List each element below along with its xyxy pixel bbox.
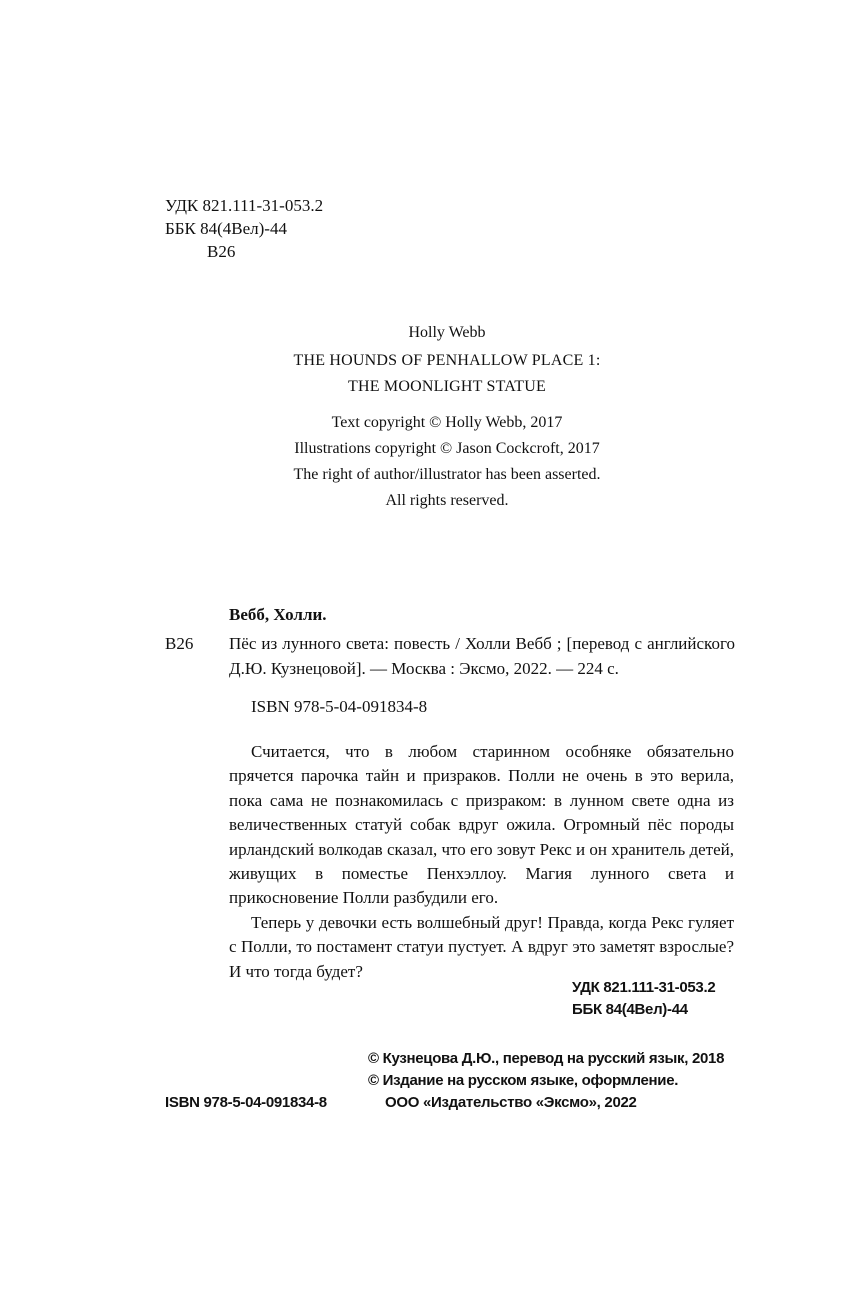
catalog-heading: Вебб, Холли. xyxy=(229,605,327,624)
copyright-line: Text copyright © Holly Webb, 2017 xyxy=(331,414,563,431)
footer-udk-code: УДК 821.111-31-053.2 xyxy=(572,979,716,996)
original-title-line-1: THE HOUNDS OF PENHALLOW PLACE 1: xyxy=(293,352,601,369)
edition-copyright: © Издание на русском языке, оформление. xyxy=(368,1072,679,1089)
udk-code: УДК 821.111-31-053.2 xyxy=(165,196,324,215)
original-title-line-2: THE MOONLIGHT STATUE xyxy=(348,378,546,395)
translation-copyright: © Кузнецова Д.Ю., перевод на русский язык, 2018 xyxy=(368,1050,725,1067)
footer-isbn: ISBN 978-5-04-091834-8 xyxy=(165,1094,327,1111)
catalog-isbn: ISBN 978-5-04-091834-8 xyxy=(251,697,428,716)
publisher-copyright: ООО «Издательство «Эксмо», 2022 xyxy=(385,1094,637,1111)
header-classification-codes xyxy=(165,194,323,263)
bbk-code: ББК 84(4Вел)-44 xyxy=(165,219,287,238)
footer-copyright xyxy=(368,1048,724,1114)
catalog-author-mark: В26 xyxy=(165,634,194,653)
annotation-paragraph: Теперь у девочки есть волшебный друг! Правда, когда Рекс гуляет с Полли, то постамент статуи пустует. А вдруг это заметят взрослые? И что тогда будет? xyxy=(229,912,734,981)
original-edition-block xyxy=(165,320,729,514)
catalog-description: Пёс из лунного света: повесть / Холли Вебб ; [перевод с английского Д.Ю. Кузнецовой]. — Москва : Эксмо, 2022. — 224 с. xyxy=(229,634,735,678)
catalog-entry xyxy=(165,603,735,719)
copyright-line: The right of author/illustrator has been asserted. xyxy=(293,466,601,483)
footer-classification-codes xyxy=(572,977,715,1021)
copyright-line: Illustrations copyright © Jason Cockcroft, 2017 xyxy=(294,440,600,457)
footer-bbk-code: ББК 84(4Вел)-44 xyxy=(572,1001,688,1018)
copyright-line: All rights reserved. xyxy=(385,492,509,509)
author-mark: В26 xyxy=(207,242,236,261)
catalog-description-row xyxy=(165,631,735,681)
original-author: Holly Webb xyxy=(408,324,486,341)
annotation-paragraph: Считается, что в любом старинном особняке обязательно прячется парочка тайн и призраков. Полли не очень в это верила, пока сама не познакомилась с призраком: в лунном свете одна из величественных статуй собак вдруг ожила. Огромный пёс породы ирландский волкодав сказал, что его зовут Рекс и он хранитель детей, живущих в поместье Пенхэллоу. Магия лунного света и прикосновение Полли разбудили его. xyxy=(229,742,734,908)
annotation xyxy=(229,740,734,984)
